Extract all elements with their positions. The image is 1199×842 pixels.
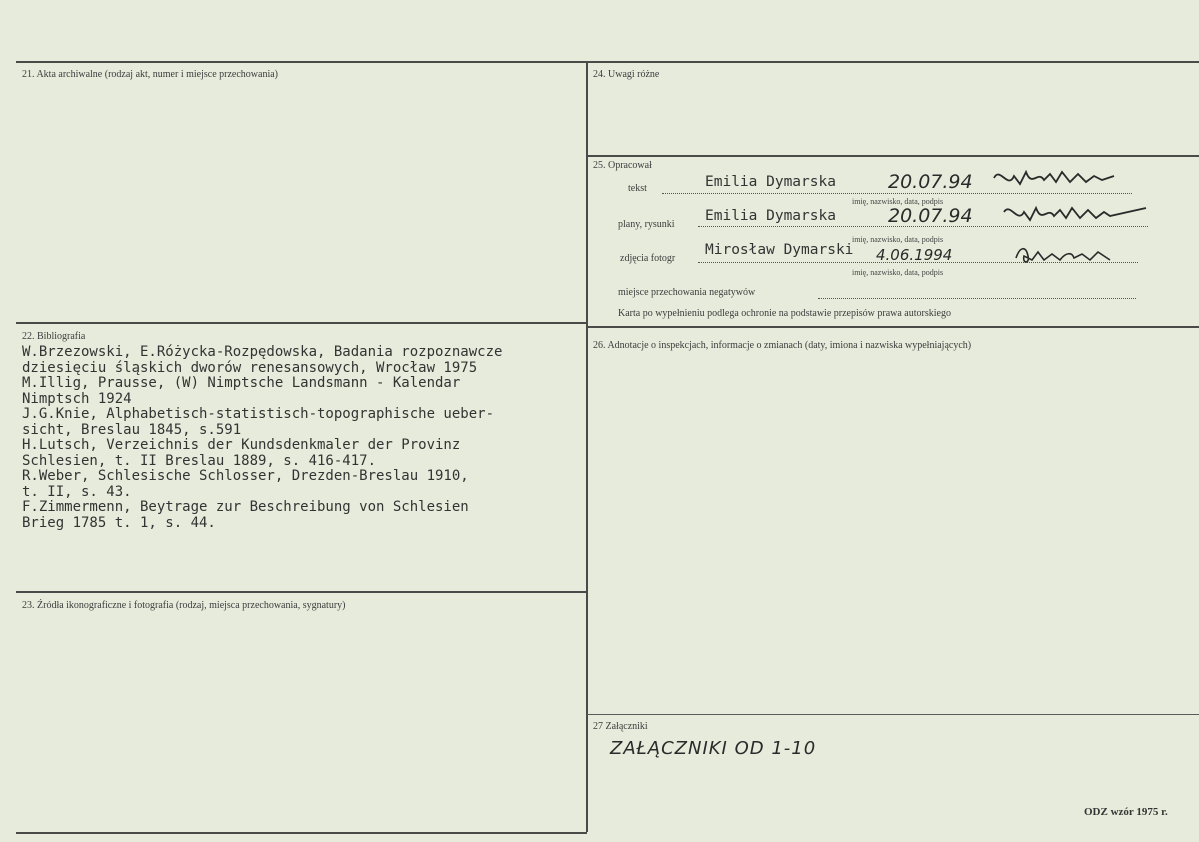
plany-author-name: Emilia Dymarska bbox=[705, 208, 836, 224]
field-24-label: 24. Uwagi różne bbox=[593, 69, 660, 80]
zdjecia-signature bbox=[1012, 242, 1122, 273]
attachments-handwritten: ZAŁĄCZNIKI OD 1-10 bbox=[610, 738, 817, 759]
bibliography-line: Brieg 1785 t. 1, s. 44. bbox=[22, 514, 216, 531]
tekst-caption: imię, nazwisko, data, podpis bbox=[852, 197, 944, 206]
negatives-line bbox=[818, 298, 1136, 299]
bibliography-line: Nimptsch 1924 bbox=[22, 390, 132, 407]
divider-24-25 bbox=[587, 155, 1199, 157]
bibliography-line: H.Lutsch, Verzeichnis der Kundsdenkmaler der Provinz bbox=[22, 437, 461, 453]
plany-date: 20.07.94 bbox=[888, 205, 973, 227]
center-divider bbox=[586, 61, 588, 832]
bibliography-line: J.G.Knie, Alphabetisch-statistisch-topographische ueber- bbox=[22, 406, 495, 422]
plany-label: plany, rysunki bbox=[618, 219, 675, 230]
bibliography-line: dziesięciu śląskich dworów renesansowych, Wrocław 1975 bbox=[22, 359, 478, 376]
field-22-label: 22. Bibliografia bbox=[22, 331, 86, 342]
field-26-label: 26. Adnotacje o inspekcjach, informacje o zmianach (daty, imiona i nazwiska wypełniających) bbox=[593, 340, 972, 351]
tekst-label: tekst bbox=[628, 183, 647, 194]
field-23-label: 23. Źródła ikonograficzne i fotografia (rodzaj, miejsca przechowania, sygnatury) bbox=[22, 600, 346, 611]
plany-signature bbox=[1000, 200, 1150, 235]
bibliography-line: sicht, Breslau 1845, s.591 bbox=[22, 421, 242, 438]
field-27-label: 27 Załączniki bbox=[593, 721, 648, 732]
divider-21-22 bbox=[16, 322, 587, 324]
zdjecia-date: 4.06.1994 bbox=[876, 246, 953, 264]
divider-25-26 bbox=[587, 326, 1199, 328]
bibliography-line: R.Weber, Schlesische Schlosser, Drezden-Breslau 1910, bbox=[22, 468, 469, 484]
zdjecia-author-name: Mirosław Dymarski bbox=[705, 242, 854, 258]
bibliography-line: M.Illig, Prausse, (W) Nimptsche Landsmann - Kalendar bbox=[22, 375, 461, 391]
field-21-label: 21. Akta archiwalne (rodzaj akt, numer i miejsce przechowania) bbox=[22, 69, 279, 80]
tekst-date: 20.07.94 bbox=[888, 171, 973, 193]
bibliography-line: F.Zimmermenn, Beytrage zur Beschreibung von Schlesien bbox=[22, 499, 469, 515]
tekst-signature bbox=[990, 164, 1120, 199]
plany-caption: imię, nazwisko, data, podpis bbox=[852, 235, 944, 244]
bibliography-line: t. II, s. 43. bbox=[22, 483, 132, 500]
bibliography-line: Schlesien, t. II Breslau 1889, s. 416-417. bbox=[22, 452, 377, 469]
copyright-note: Karta po wypełnieniu podlega ochronie na podstawie przepisów prawa autorskiego bbox=[618, 308, 951, 319]
divider-22-23 bbox=[16, 591, 587, 593]
field-25-label: 25. Opracował bbox=[593, 160, 652, 171]
bibliography-line: W.Brzezowski, E.Różycka-Rozpędowska, Badania rozpoznawcze bbox=[22, 344, 503, 360]
form-footer: ODZ wzór 1975 r. bbox=[1084, 806, 1168, 818]
bottom-border bbox=[16, 832, 587, 834]
negatives-label: miejsce przechowania negatywów bbox=[618, 287, 756, 298]
zdjecia-label: zdjęcia fotogr bbox=[620, 253, 676, 264]
bibliography-list bbox=[22, 345, 502, 531]
top-border bbox=[16, 61, 1199, 63]
tekst-author-name: Emilia Dymarska bbox=[705, 174, 836, 190]
divider-26-27 bbox=[587, 714, 1199, 715]
zdjecia-caption: imię, nazwisko, data, podpis bbox=[852, 268, 944, 277]
